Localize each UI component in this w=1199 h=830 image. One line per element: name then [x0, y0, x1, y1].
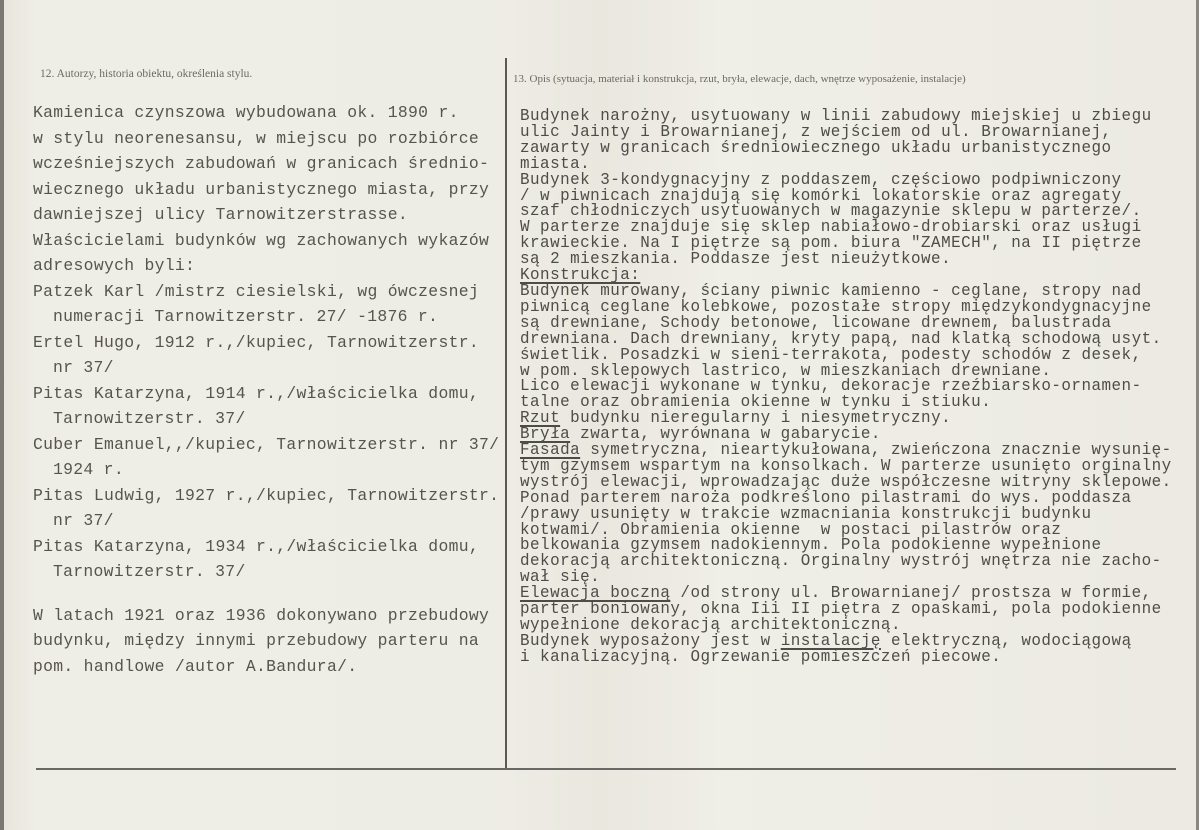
text-segment: W parterze znajduje się sklep nabiałowo-drobiarski oraz usługi — [520, 217, 1142, 237]
bottom-rule — [36, 768, 1176, 770]
text-segment: i kanalizacyjną. Ogrzewanie pomieszczeń piecowe. — [520, 646, 1002, 666]
text-line: nr 37/ — [53, 358, 114, 377]
text-segment: wypełnione dekoracją architektoniczną. — [520, 615, 901, 634]
text-line: 1924 r. — [53, 460, 124, 479]
text-segment: elektryczną, wodociągową — [880, 630, 1132, 650]
text-segment: Lico elewacji wykonane w tynku, dekoracje rzeźbiarsko-ornamen- — [520, 376, 1142, 396]
text-line: Cuber Emanuel,,/kupiec, Tarnowitzerstr. nr 37/ — [33, 434, 500, 454]
text-segment: Budynek wyposażony jest w — [520, 630, 781, 650]
text-segment: miasta. — [520, 153, 591, 173]
text-line: pom. handlowe /autor A.Bandura/. — [33, 656, 358, 676]
text-segment: /od strony ul. Browarnianej/ prostsza w formie, — [670, 583, 1152, 603]
text-line: Pitas Ludwig, 1927 r.,/kupiec, Tarnowitzerstr. — [33, 485, 500, 505]
text-line: dawniejszej ulicy Tarnowitzerstrasse. — [33, 205, 409, 224]
underlined-heading: instalację — [780, 630, 881, 650]
text-segment: parter boniowany, okna Iii II piętra z opaskami, pola podokienne — [520, 599, 1162, 619]
text-line — [520, 646, 1170, 666]
text-segment: talne oraz obramienia okienne w tynku i stiuku. — [520, 392, 992, 412]
text-segment: drewniana. Dach drewniany, kryty papą, nad klatką schodową usyt. — [520, 328, 1162, 348]
text-line — [520, 137, 1170, 157]
section-12-header: 12. Autorzy, historia obiektu, określenia stylu. — [40, 68, 253, 80]
text-segment: Budynek murowany, ściany piwnic kamienno - ceglane, stropy nad — [520, 280, 1142, 300]
text-segment: Budynek narożny, usytuowany w linii zabudowy miejskiej u zbiegu — [520, 106, 1152, 125]
text-segment: belkowania gzymsem nadokiennym. Pola podokienne wypełnione — [520, 535, 1102, 555]
text-segment: zwarta, wyrównana w gabarycie. — [570, 424, 881, 444]
text-segment: symetryczna, nieartykułowana, zwieńczona znacznie wysunię- — [580, 440, 1172, 460]
text-line: numeracji Tarnowitzerstr. 27/ -1876 r. — [53, 307, 439, 326]
text-line: nr 37/ — [53, 511, 114, 530]
underlined-heading: Fasada — [520, 440, 581, 460]
paragraph-gap — [33, 585, 503, 603]
text-line — [520, 553, 1170, 569]
section-13-text — [520, 108, 1170, 665]
text-segment: krawieckie. Na I piętrze są pom. biura "ZAMECH", na II piętrze — [520, 233, 1142, 253]
text-segment: wystrój elewacji, wprowadzając duże współczesne witryny sklepowe. — [520, 471, 1172, 491]
underlined-heading: Elewacja boczną — [520, 583, 671, 603]
section-13-header: 13. Opis (sytuacja, materiał i konstrukcja, rzut, bryła, elewacje, dach, wnętrze wyposażenie, instalacje) — [513, 73, 966, 85]
text-segment: są 2 mieszkania. Poddasze jest nieużytkowe. — [520, 249, 952, 269]
text-line: wiecznego układu urbanistycznego miasta, przy — [33, 179, 490, 199]
text-segment: piwnicą ceglane kolebkowe, pozostałe stropy międzykondygnacyjne — [520, 296, 1152, 316]
text-segment: szaf chłodniczych usytuowanych w magazynie sklepu w parterze/. — [520, 201, 1142, 221]
text-line: Tarnowitzerstr. 37/ — [53, 562, 246, 581]
text-segment: ulic Jainty i Browarnianej, z wejściem od ul. Browarnianej, — [520, 121, 1112, 141]
text-line: Tarnowitzerstr. 37/ — [53, 409, 246, 428]
text-segment: w pom. sklepowych lastrico, w mieszkaniach drewniane. — [520, 360, 1052, 380]
text-segment: Budynek 3-kondygnacyjny z poddaszem, częściowo podpiwniczony — [520, 169, 1122, 189]
underlined-heading: Rzut — [520, 408, 561, 428]
text-line: w stylu neorenesansu, w miejscu po rozbiórce — [33, 128, 479, 148]
underlined-heading: Konstrukcja: — [520, 265, 641, 285]
text-segment: / w piwnicach znajdują się komórki lokatorskie oraz agregaty — [520, 185, 1122, 205]
text-segment: /prawy usunięty w trakcie wzmacniania konstrukcji budynku — [520, 503, 1092, 523]
text-line: Kamienica czynszowa wybudowana ok. 1890 r. — [33, 103, 459, 122]
text-line: W latach 1921 oraz 1936 dokonywano przebudowy — [33, 605, 490, 625]
text-line: Patzek Karl /mistrz ciesielski, wg ówczesnej — [33, 281, 479, 301]
column-divider — [505, 58, 507, 770]
text-segment: budynku nieregularny i niesymetryczny. — [560, 408, 952, 428]
text-line: Właścicielami budynków wg zachowanych wykazów — [33, 230, 490, 250]
text-segment: wał się. — [520, 567, 601, 587]
text-line: Pitas Katarzyna, 1914 r.,/właścicielka domu, — [33, 383, 479, 403]
text-segment: tym gzymsem wspartym na konsolkach. W parterze usunięto orginalny — [520, 455, 1172, 475]
text-segment: kotwami/. Obramienia okienne w postaci pilastrów oraz — [520, 519, 1062, 539]
text-line: adresowych byli: — [33, 256, 196, 275]
text-line: budynku, między innymi przebudowy parteru na — [33, 631, 479, 650]
text-segment: Ponad parterem naroża podkreślono pilastrami do wys. poddasza — [520, 487, 1132, 507]
underlined-heading: Bryła — [520, 424, 571, 444]
text-line: wcześniejszych zabudowań w granicach średnio- — [33, 154, 490, 173]
text-segment: dekoracją architektoniczną. Orginalny wystrój wnętrza nie zacho- — [520, 551, 1162, 571]
scan-edge-left — [0, 0, 4, 830]
text-line: Pitas Katarzyna, 1934 r.,/właścicielka domu, — [33, 536, 479, 556]
text-segment: świetlik. Posadzki w sieni-terrakota, podesty schodów z desek, — [520, 344, 1142, 364]
section-12-text — [33, 100, 503, 679]
text-line: Ertel Hugo, 1912 r.,/kupiec, Tarnowitzerstr. — [33, 332, 479, 352]
text-segment: zawarty w granicach średniowiecznego układu urbanistycznego — [520, 137, 1112, 157]
text-segment: są drewniane, Schody betonowe, licowane drewnem, balustrada — [520, 312, 1112, 332]
